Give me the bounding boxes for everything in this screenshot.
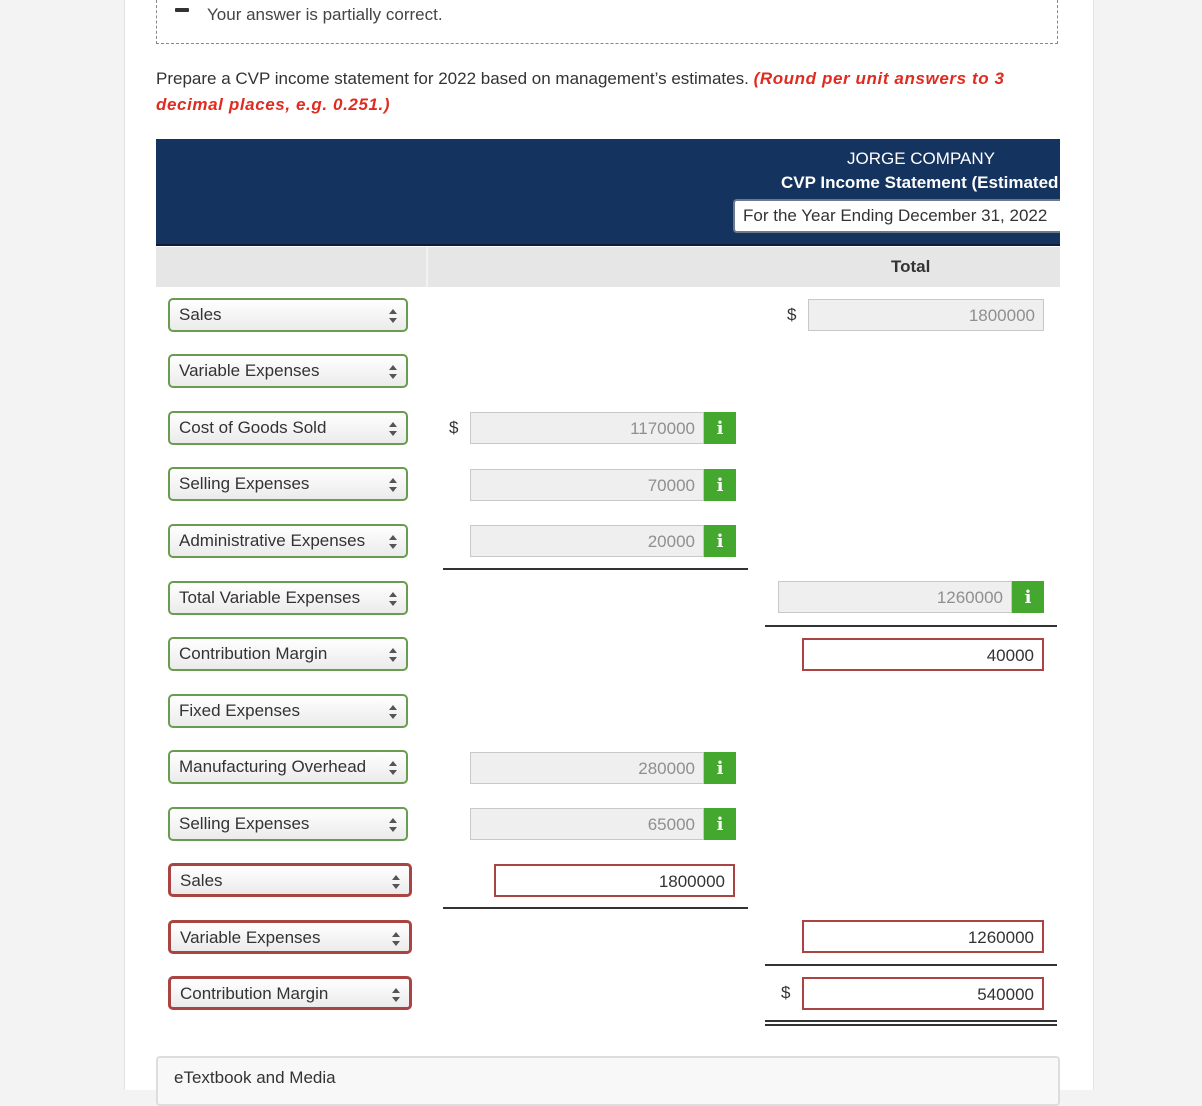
row-label-select-variable-expenses-incorrect[interactable] [168,920,412,954]
subtotal-rule [765,625,1057,627]
row-label-select-selling-expenses[interactable] [168,467,408,501]
contribution-margin-input[interactable]: 40000 [802,638,1044,671]
select-arrows-icon [391,987,401,1003]
info-icon[interactable]: i [704,752,736,784]
select-value: Contribution Margin [179,644,328,663]
select-value: Fixed Expenses [179,701,300,720]
header-divider [156,244,1060,246]
select-arrows-icon [388,534,398,550]
row-label-select-manufacturing-overhead[interactable] [168,750,408,784]
admin-expenses-input[interactable]: 20000 [470,525,704,557]
select-value: Variable Expenses [180,928,321,947]
row-label-select-fixed-expenses[interactable] [168,694,408,728]
select-arrows-icon [388,364,398,380]
info-icon[interactable]: i [704,412,736,444]
select-arrows-icon [388,591,398,607]
info-icon[interactable]: i [704,525,736,557]
total-variable-expenses-input[interactable]: 1260000 [778,581,1012,613]
double-rule-top [765,1020,1057,1022]
row-label-select-variable-expenses[interactable] [168,354,408,388]
feedback-box [156,0,1058,44]
row-label-select-cogs[interactable] [168,411,408,445]
net-income-input[interactable]: 540000 [802,977,1044,1010]
subtotal-rule [443,568,748,570]
select-value: Administrative Expenses [179,531,366,550]
select-value: Sales [180,871,223,890]
select-arrows-icon [391,931,401,947]
row-label-select-net-income-incorrect[interactable] [168,976,412,1010]
row-label-select-fixed-selling-expenses[interactable] [168,807,408,841]
cogs-amount-input[interactable]: 1170000 [470,412,704,444]
select-value: Selling Expenses [179,814,310,833]
company-name: JORGE COMPANY [847,149,995,168]
info-icon[interactable]: i [704,469,736,501]
currency-symbol: $ [787,305,797,324]
select-arrows-icon [388,704,398,720]
select-value: Manufacturing Overhead [179,757,367,776]
select-arrows-icon [388,308,398,324]
row-label-select-sales-incorrect[interactable] [168,863,412,897]
row-label-select-admin-expenses[interactable] [168,524,408,558]
currency-symbol: $ [449,418,459,437]
fixed-selling-expenses-input[interactable]: 65000 [470,808,704,840]
instructions-text: Prepare a CVP income statement for 2022 based on management’s estimates. [156,69,749,88]
info-icon[interactable]: i [704,808,736,840]
select-value: Cost of Goods Sold [179,418,327,437]
selling-expenses-input[interactable]: 70000 [470,469,704,501]
select-arrows-icon [388,421,398,437]
subtotal-rule [443,907,748,909]
row-label-select-total-variable-expenses[interactable] [168,581,408,615]
select-arrows-icon [388,760,398,776]
double-rule-bottom [765,1024,1057,1026]
fixed-sales-input[interactable]: 1800000 [494,864,735,897]
select-value: Variable Expenses [179,361,320,380]
select-arrows-icon [388,647,398,663]
etextbook-media-section[interactable] [156,1056,1060,1106]
currency-symbol: $ [781,983,791,1002]
total-fixed-expenses-input[interactable]: 1260000 [802,920,1044,953]
row-label-select-sales[interactable] [168,298,408,332]
row-label-select-contribution-margin[interactable] [168,637,408,671]
select-value: Contribution Margin [180,984,329,1003]
select-arrows-icon [388,817,398,833]
instructions [156,66,1056,118]
select-value: Total Variable Expenses [179,588,361,607]
select-value: Sales [179,305,222,324]
partial-correct-icon [175,8,189,12]
subtotal-rule [765,964,1057,966]
statement-title: CVP Income Statement (Estimated [781,173,1059,192]
select-arrows-icon [391,874,401,890]
etextbook-label: eTextbook and Media [174,1068,336,1087]
sales-total-input[interactable]: 1800000 [808,299,1044,331]
rounding-hint: (Round per unit answers to 3 decimal places, e.g. 0.251.) [156,69,1005,114]
period-select[interactable]: For the Year Ending December 31, 2022 [733,199,1060,233]
manufacturing-overhead-input[interactable]: 280000 [470,752,704,784]
select-arrows-icon [388,477,398,493]
column-total-label: Total [891,257,931,276]
select-value: Selling Expenses [179,474,310,493]
info-icon[interactable]: i [1012,581,1044,613]
feedback-text: Your answer is partially correct. [207,5,443,24]
